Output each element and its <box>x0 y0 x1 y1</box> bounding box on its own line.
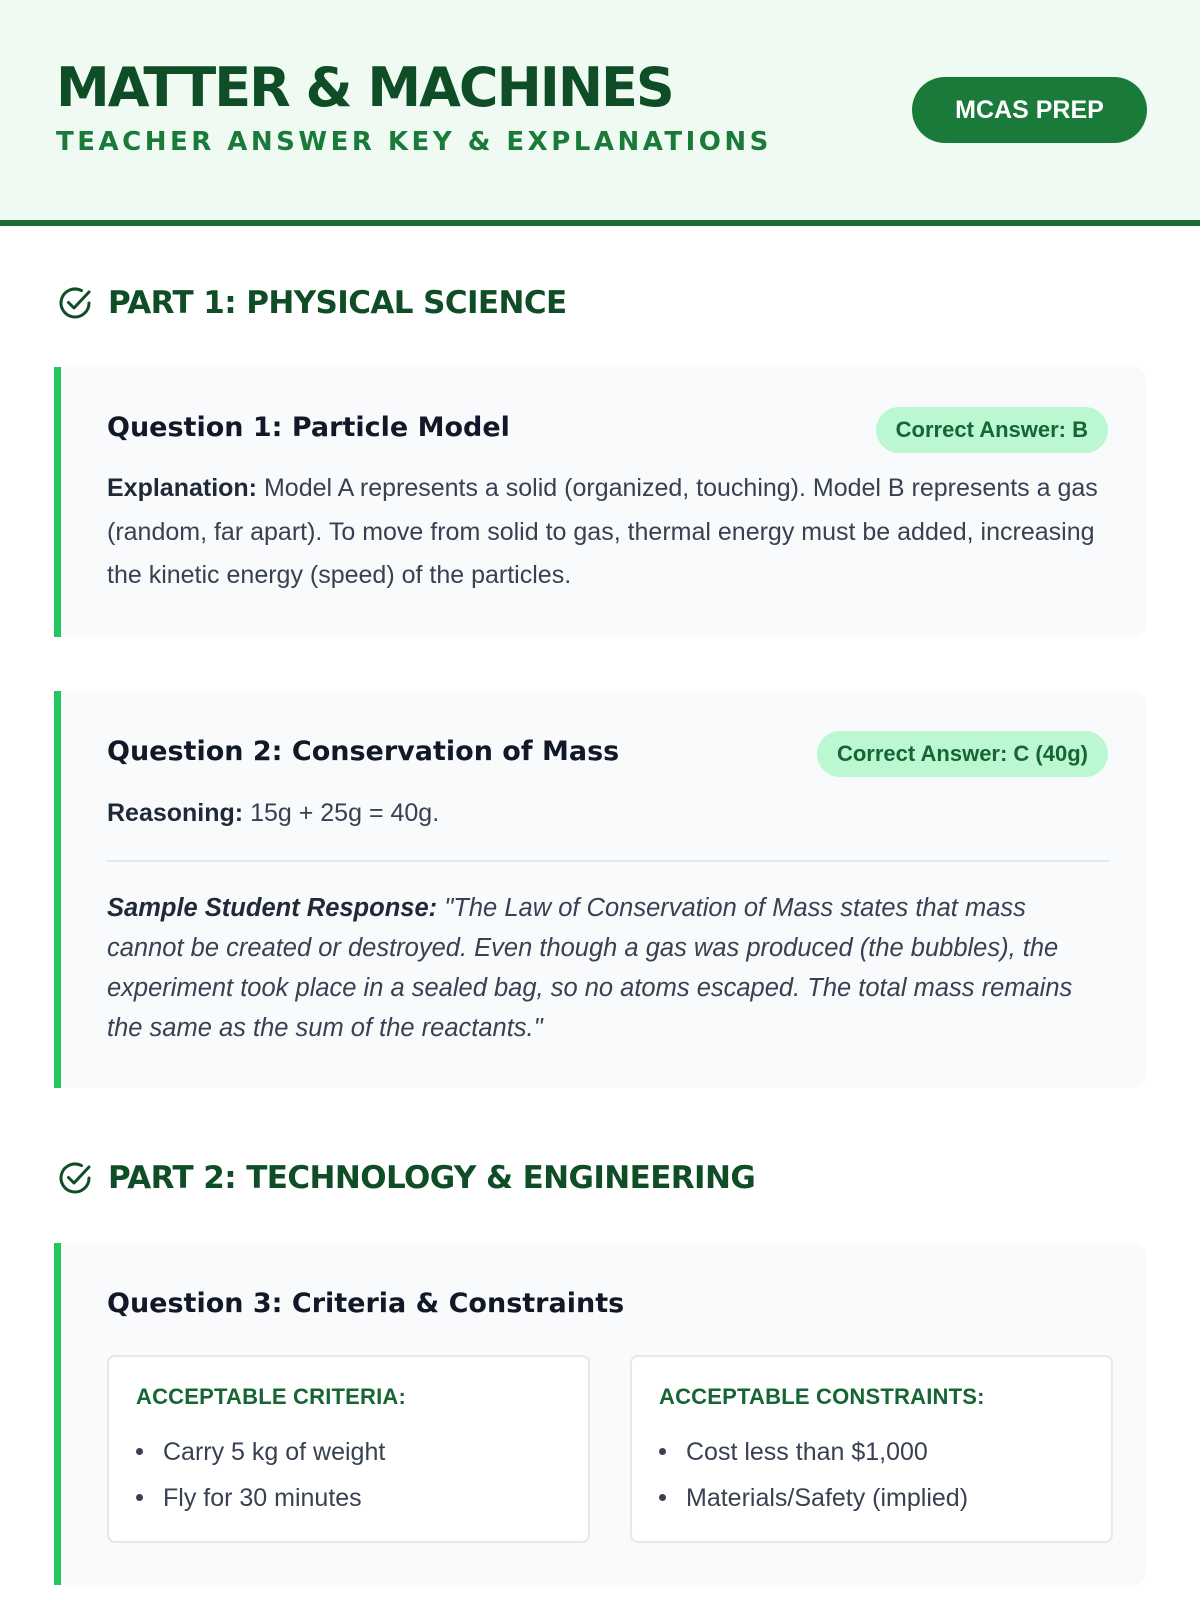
mcas-prep-badge: MCAS PREP <box>912 77 1147 143</box>
question-2-answer-badge: Correct Answer: C (40g) <box>817 731 1108 777</box>
question-3-title: Question 3: Criteria & Constraints <box>107 1288 625 1319</box>
sample-student-response <box>107 888 1109 1048</box>
part-1-heading <box>56 281 567 325</box>
explanation-text: Model A represents a solid (organized, touching). Model B represents a gas (random, far apart). To move from solid to gas, thermal energy must be added, increasing the kinetic energy (speed) of the particles. <box>107 474 1098 589</box>
criteria-heading: ACCEPTABLE CRITERIA: <box>136 1384 407 1409</box>
question-1-title: Question 1: Particle Model <box>107 412 510 443</box>
list-item: Carry 5 kg of weight <box>136 1429 385 1475</box>
page-header <box>0 0 1200 226</box>
check-circle-icon <box>56 1159 94 1197</box>
question-1-answer-badge: Correct Answer: B <box>876 407 1108 453</box>
reasoning-label: Reasoning: <box>107 799 244 827</box>
part-2-title: PART 2: TECHNOLOGY & ENGINEERING <box>108 1160 756 1196</box>
page-subtitle: TEACHER ANSWER KEY & EXPLANATIONS <box>56 127 772 157</box>
list-item: Cost less than $1,000 <box>659 1429 968 1475</box>
check-circle-icon <box>56 284 94 322</box>
constraints-list <box>659 1429 968 1521</box>
question-2-title: Question 2: Conservation of Mass <box>107 736 620 767</box>
explanation-label: Explanation: <box>107 474 258 502</box>
question-2-reasoning <box>107 792 1109 836</box>
constraints-heading: ACCEPTABLE CONSTRAINTS: <box>659 1384 985 1409</box>
sample-response-text: "The Law of Conservation of Mass states that mass cannot be created or destroyed. Even though a gas was produced (the bubbles), the experiment took place in a sealed bag, so no atoms escaped. The total mass remains the same as the sum of the reactants." <box>107 894 1073 1042</box>
question-1-explanation <box>107 467 1109 598</box>
list-item: Fly for 30 minutes <box>136 1475 385 1521</box>
part-2-heading <box>56 1156 755 1200</box>
page-title: MATTER & MACHINES <box>56 56 673 119</box>
criteria-box <box>107 1355 590 1543</box>
constraints-box <box>630 1355 1113 1543</box>
question-3-card <box>54 1243 1147 1585</box>
question-1-card <box>54 367 1147 637</box>
divider <box>107 860 1109 862</box>
question-2-card <box>54 691 1147 1088</box>
part-1-title: PART 1: PHYSICAL SCIENCE <box>108 285 567 321</box>
criteria-list <box>136 1429 385 1521</box>
sample-response-label: Sample Student Response: <box>107 894 438 922</box>
reasoning-text: 15g + 25g = 40g. <box>250 799 440 827</box>
list-item: Materials/Safety (implied) <box>659 1475 968 1521</box>
